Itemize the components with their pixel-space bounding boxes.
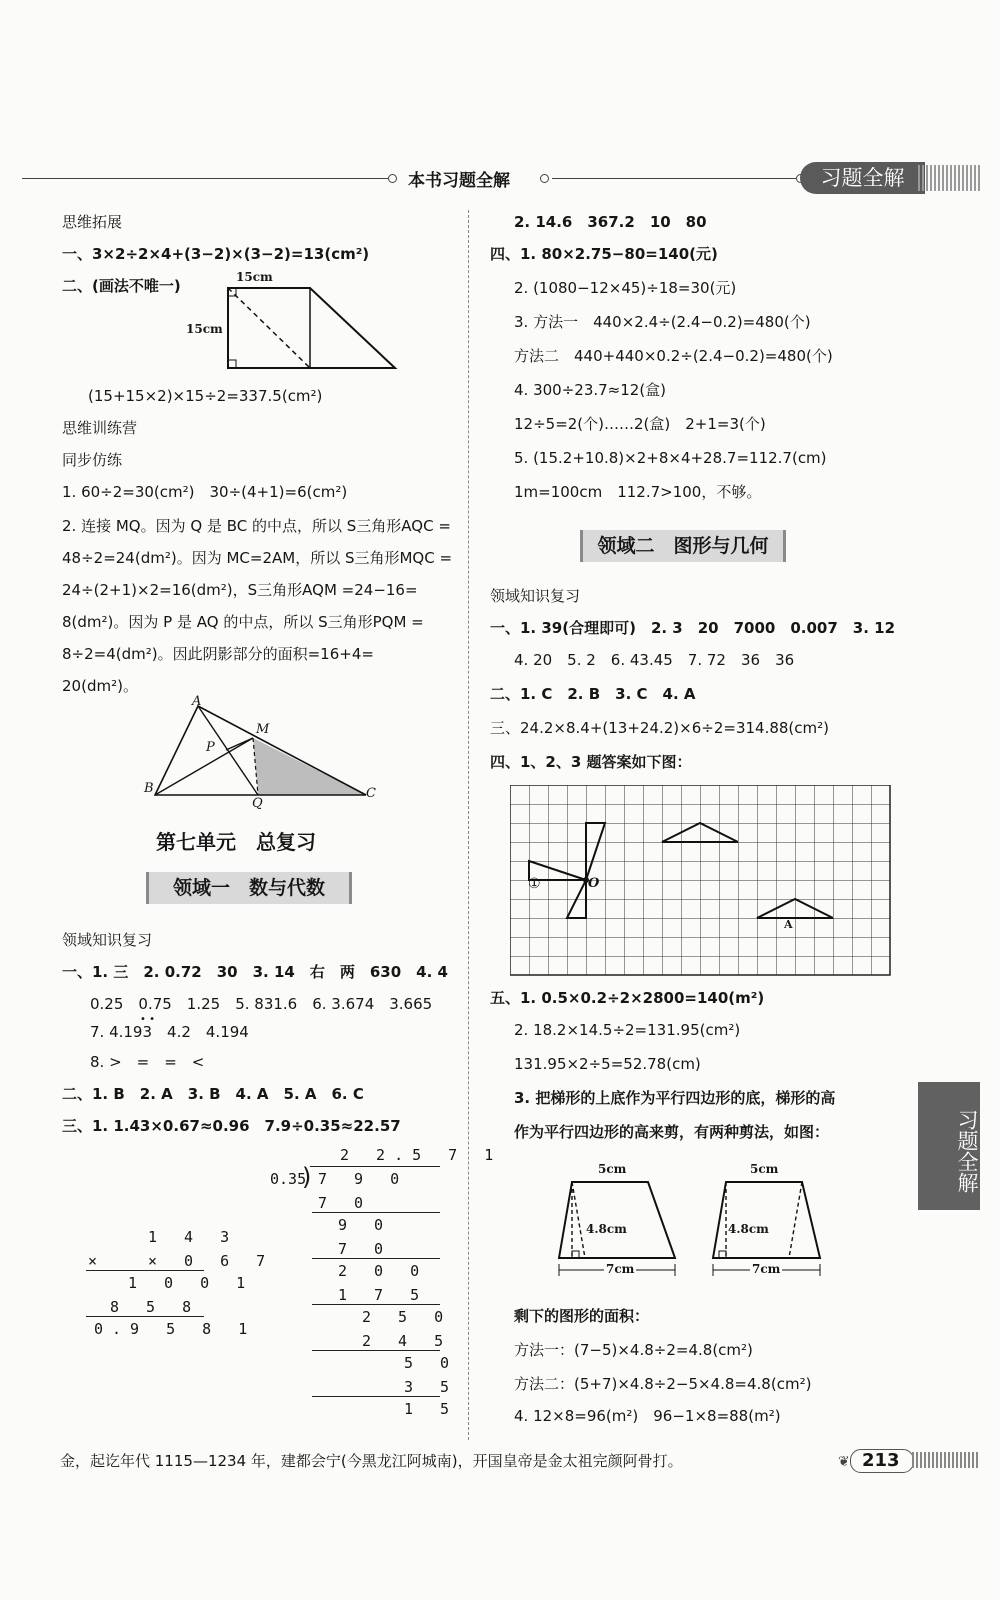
grid-figure: [510, 785, 900, 980]
section-siwei-tuozhan: 思维拓展: [62, 213, 123, 231]
div-step: 2 4 5: [362, 1332, 453, 1350]
page-number: 213: [862, 1450, 900, 1471]
answer-line: 0.25 0.75 1.25 5. 831.6 6. 3.674 3.665: [90, 995, 433, 1013]
div-step: 3 5: [404, 1378, 459, 1396]
column-divider: [468, 210, 469, 1440]
answer-line: 四、1、2、3 题答案如下图：: [490, 753, 692, 771]
trap-label-bottom-1: 7cm: [606, 1262, 635, 1276]
div-step: 9 0: [338, 1216, 393, 1234]
answer-line: 2. (1080−12×45)÷18=30(元): [514, 279, 737, 297]
div-divisor: 0.35: [270, 1170, 307, 1188]
answer-line: 7. 4.193 4.2 4.194: [90, 1023, 249, 1041]
section-banner-1: 领域一 数与代数: [146, 872, 352, 904]
answer-line: 1m=100cm 112.7>100，不够。: [514, 483, 762, 501]
mult-row: 1 0 0 1: [128, 1274, 255, 1292]
tri-label-c: C: [366, 786, 376, 801]
answer-line: 8÷2=4(dm²)。因此阴影部分的面积=16+4=: [62, 645, 374, 663]
answer-line: 48÷2=24(dm²)。因为 MC=2AM，所以 S三角形MQC =: [62, 549, 453, 567]
mult-row: × 0 6 7: [148, 1252, 275, 1270]
answer-line: 4. 20 5. 2 6. 43.45 7. 72 36 36: [514, 651, 795, 669]
grid-label-one: ①: [528, 876, 541, 892]
leaf-icon: ❦: [838, 1454, 850, 1470]
mult-row: 8 5 8: [110, 1298, 201, 1316]
footer-note: 金，起讫年代 1115—1234 年，建都会宁(今黑龙江阿城南)，开国皇帝是金太祖完颜阿骨打。: [60, 1452, 683, 1470]
answer-line: 四、1. 80×2.75−80=140(元): [490, 245, 718, 263]
div-bracket: ): [302, 1163, 312, 1191]
answer-line: (15+15×2)×15÷2=337.5(cm²): [88, 387, 323, 405]
answer-line: 131.95×2÷5=52.78(cm): [514, 1055, 701, 1073]
section-lingyu-zhishi: 领域知识复习: [62, 931, 153, 949]
answer-line: 2. 14.6 367.2 10 80: [514, 213, 707, 231]
header-rule-right: [552, 178, 798, 179]
answer-line: 剩下的图形的面积：: [514, 1307, 650, 1325]
mult-row: 1 4 3: [148, 1228, 239, 1246]
div-quotient: 2 2.5 7 1: [340, 1146, 503, 1164]
div-rule: [312, 1396, 440, 1397]
answer-line: 12÷5=2(个)……2(盒) 2+1=3(个): [514, 415, 766, 433]
answer-line: 1. 60÷2=30(cm²) 30÷(4+1)=6(cm²): [62, 483, 348, 501]
header-dot-left: [388, 174, 397, 183]
section-lingyu-zhishi: 领域知识复习: [490, 587, 581, 605]
section-banner-2: 领域二 图形与几何: [580, 530, 786, 562]
div-step: 1 7 5: [338, 1286, 429, 1304]
div-step: 7 0: [318, 1194, 373, 1212]
tri-label-q: Q: [252, 796, 263, 811]
answer-line: 方法一：(7−5)×4.8÷2=4.8(cm²): [514, 1341, 753, 1359]
tri-label-a: A: [192, 694, 202, 709]
div-dividend: 7 9 0: [318, 1170, 409, 1188]
header-hatch: [918, 165, 980, 191]
tri-label-m: M: [256, 722, 270, 737]
answer-line: 二、1. B 2. A 3. B 4. A 5. A 6. C: [62, 1085, 364, 1103]
div-rule: [312, 1350, 440, 1351]
answer-line: 3. 把梯形的上底作为平行四边形的底，梯形的高: [514, 1089, 836, 1107]
div-bar: [310, 1166, 440, 1167]
answer-line: 一、1. 39(合理即可) 2. 3 20 7000 0.007 3. 12: [490, 619, 896, 637]
answer-line: 4. 300÷23.7≈12(盒): [514, 381, 667, 399]
answer-line: 3. 方法一 440×2.4÷(2.4−0.2)=480(个): [514, 313, 811, 331]
answer-line: 作为平行四边形的高来剪，有两种剪法，如图：: [514, 1123, 830, 1141]
answer-line: 方法二 440+440×0.2÷(2.4−0.2)=480(个): [514, 347, 833, 365]
div-rule: [312, 1212, 440, 1213]
mult-rule: [86, 1316, 204, 1317]
grid-label-a: A: [784, 918, 793, 931]
trap-label-h-1: 4.8cm: [586, 1222, 627, 1236]
side-tab: 习题全解: [918, 1082, 980, 1210]
answer-line: 方法二：(5+7)×4.8÷2−5×4.8=4.8(cm²): [514, 1375, 812, 1393]
page-title: 本书习题全解: [408, 171, 510, 191]
answer-line: 5. (15.2+10.8)×2+8×4+28.7=112.7(cm): [514, 449, 827, 467]
grid-label-o: O: [588, 876, 600, 891]
figure-label-left: 15cm: [186, 322, 223, 336]
unit-title: 第七单元 总复习: [156, 830, 316, 854]
section-siwei-xunlianying: 思维训练营: [62, 419, 138, 437]
answer-line: 24÷(2+1)×2=16(dm²)，S三角形AQM =24−16=: [62, 581, 418, 599]
answer-line: 2. 18.2×14.5÷2=131.95(cm²): [514, 1021, 741, 1039]
div-step: 5 0: [404, 1354, 459, 1372]
header-badge: 习题全解: [800, 162, 925, 194]
answer-line: 一、1. 三 2. 0.72 30 3. 14 右 两 630 4. 4: [62, 963, 448, 981]
trap-label-top-2: 5cm: [750, 1162, 779, 1176]
mult-row: ×: [88, 1252, 98, 1270]
answer-line: 一、3×2÷2×4+(3−2)×(3−2)=13(cm²): [62, 245, 370, 263]
answer-line: 三、24.2×8.4+(13+24.2)×6÷2=314.88(cm²): [490, 719, 830, 737]
figure-label-top: 15cm: [236, 270, 273, 284]
section-tongbu: 同步仿练: [62, 451, 123, 469]
answer-line: 8. > = = <: [90, 1053, 205, 1071]
answer-line: 二、1. C 2. B 3. C 4. A: [490, 685, 696, 703]
answer-line: 4. 12×8=96(m²) 96−1×8=88(m²): [514, 1407, 781, 1425]
answer-line: 2. 连接 MQ。因为 Q 是 BC 的中点，所以 S三角形AQC =: [62, 517, 451, 535]
div-step: 7 0: [338, 1240, 393, 1258]
answer-line: 二、(画法不唯一): [62, 277, 181, 295]
div-rule: [312, 1258, 440, 1259]
answer-line: 20(dm²)。: [62, 677, 138, 695]
header-dot-right: [540, 174, 549, 183]
div-rule: [312, 1304, 440, 1305]
answer-line: 五、1. 0.5×0.2÷2×2800=140(m²): [490, 989, 765, 1007]
answer-line: 三、1. 1.43×0.67≈0.96 7.9÷0.35≈22.57: [62, 1117, 401, 1135]
triangle-figure: [140, 698, 390, 813]
repeat-dots: • •: [140, 1014, 155, 1025]
header-rule-left: [22, 178, 390, 179]
mult-row: 0.9 5 8 1: [94, 1320, 257, 1338]
footer-hatch: [912, 1452, 980, 1468]
trap-label-h-2: 4.8cm: [728, 1222, 769, 1236]
tri-label-p: P: [206, 740, 215, 755]
div-step: 2 5 0: [362, 1308, 453, 1326]
answer-line: 8(dm²)。因为 P 是 AQ 的中点，所以 S三角形PQM =: [62, 613, 424, 631]
trap-label-bottom-2: 7cm: [752, 1262, 781, 1276]
div-step: 2 0 0: [338, 1262, 429, 1280]
div-step: 1 5: [404, 1400, 459, 1418]
trap-label-top-1: 5cm: [598, 1162, 627, 1176]
mult-rule: [86, 1270, 204, 1271]
tri-label-b: B: [144, 781, 154, 796]
